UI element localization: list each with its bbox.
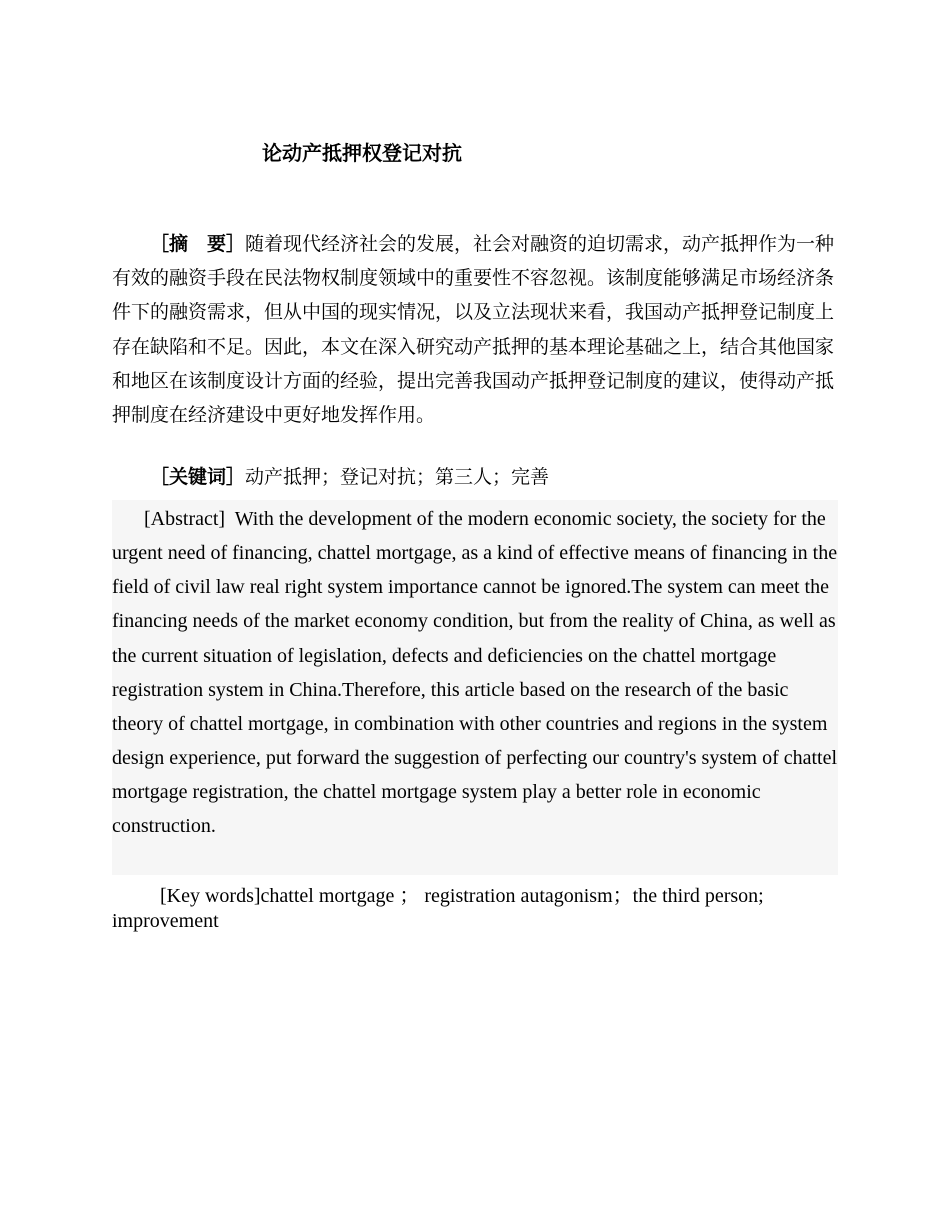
english-keywords-label: [Key words] — [160, 885, 261, 907]
chinese-keywords-text: 动产抵押；登记对抗；第三人；完善 — [245, 466, 550, 488]
chinese-abstract — [112, 227, 852, 432]
english-keywords — [112, 884, 838, 934]
english-abstract — [112, 500, 838, 875]
english-keywords-text: chattel mortgage ； registration autagonism；the third person; improvement — [112, 885, 764, 932]
chinese-abstract-text: 随着现代经济社会的发展，社会对融资的迫切需求，动产抵押作为一种有效的融资手段在民法物权制度领域中的重要性不容忽视。该制度能够满足市场经济条件下的融资需求，但从中国的现实情况，以及立法现状来看，我国动产抵押登记制度上存在缺陷和不足。因此，本文在深入研究动产抵押的基本理论基础之上，结合其他国家和地区在该制度设计方面的经验，提出完善我国动产抵押登记制度的建议，使得动产抵押制度在经济建设中更好地发挥作用。 — [112, 233, 835, 427]
english-abstract-text: With the development of the modern economic society, the society for the urgent need of financing, chattel mortgage, as a kind of effective means of financing in the field of civil law real right system importance cannot be ignored.The system can meet the financing needs of the market economy condition, but from the reality of China, as well as the current situation of legislation, defects and deficiencies on the chattel mortgage registration system in China.Therefore, this article based on the research of the basic theory of chattel mortgage, in combination with other countries and regions in the system design experience, put forward the suggestion of perfecting our country's system of chattel mortgage registration, the chattel mortgage system play a better role in economic construction. — [112, 508, 838, 838]
chinese-keywords-label: ［关键词］ — [150, 466, 246, 488]
english-abstract-label: [Abstract] — [144, 508, 226, 530]
chinese-abstract-label: ［摘 要］ — [150, 233, 246, 255]
document-title: 论动产抵押权登记对抗 — [262, 141, 462, 165]
chinese-keywords — [112, 460, 852, 494]
